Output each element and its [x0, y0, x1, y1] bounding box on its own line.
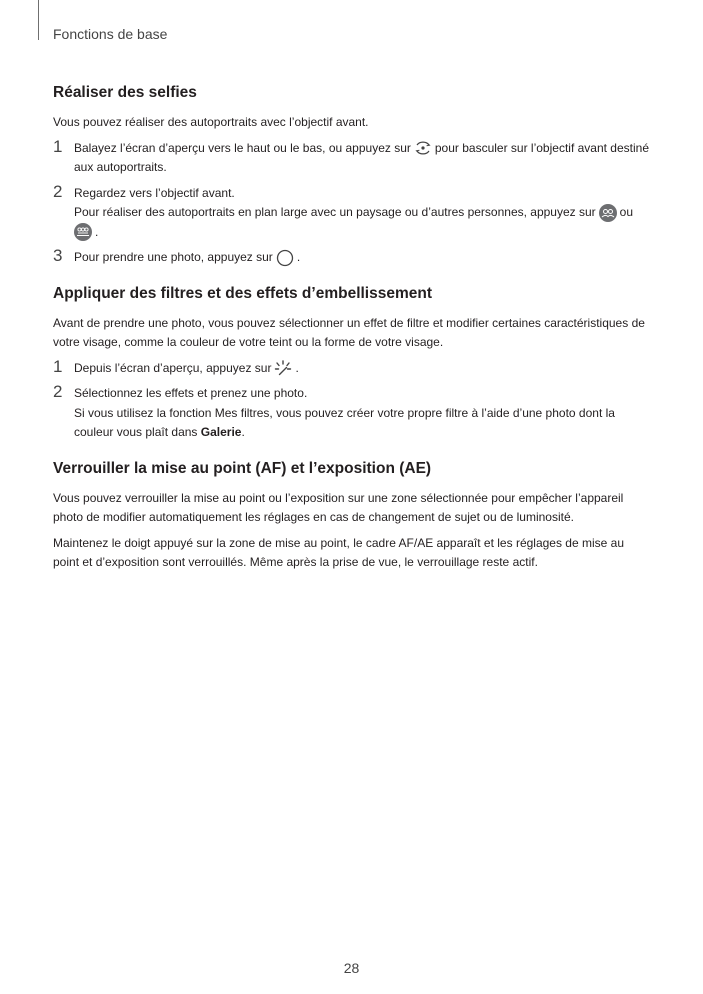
section-af-ae-lock [53, 460, 653, 573]
section-title: Verrouiller la mise au point (AF) et l’exposition (AE) [53, 459, 432, 477]
step-item [53, 181, 653, 243]
step-text [74, 139, 653, 178]
group-selfie-icon [599, 204, 617, 222]
shutter-icon [276, 249, 294, 267]
page-content [53, 84, 653, 590]
header-title: Fonctions de base [53, 26, 168, 42]
step-item [53, 136, 653, 178]
page-number: 28 [343, 960, 360, 976]
step-text-part: . [296, 250, 301, 264]
step-number: 1 [53, 136, 63, 156]
step-number: 2 [53, 181, 63, 201]
step-text: Sélectionnez les effets et prenez une photo. [74, 386, 308, 400]
step-text-part: . [295, 360, 299, 375]
wide-group-selfie-icon [74, 223, 92, 241]
section-title: Appliquer des filtres et des effets d’embellissement [53, 284, 433, 302]
step-text-part: Si vous utilisez la fonction Mes filtres, vous pouvez créer votre propre filtre à l’aide d’une photo dont la couleur vous plaît dans [74, 405, 615, 439]
step-text-part: Pour réaliser des autoportraits en plan large avec un paysage ou d’autres personnes, appuyez sur [74, 205, 596, 219]
step-text [74, 248, 653, 268]
section-filters [53, 285, 653, 443]
step-number: 2 [53, 382, 63, 401]
section-intro: Vous pouvez réaliser des autoportraits avec l’objectif avant. [53, 115, 369, 129]
step-text [74, 203, 653, 223]
step-text-part: pour basculer sur l’objectif avant destiné aux autoportraits. [74, 140, 649, 174]
step-item [53, 248, 653, 268]
gallery-app-name: Galerie [200, 425, 242, 439]
step-text-part: Pour prendre une photo, appuyez sur [74, 250, 273, 264]
step-text: Regardez vers l’objectif avant. [74, 185, 235, 200]
step-text-part: ou [619, 205, 634, 219]
switch-camera-icon [414, 140, 432, 156]
step-text [74, 223, 653, 243]
paragraph: Maintenez le doigt appuyé sur la zone de mise au point, le cadre AF/AE apparaît et les réglages de mise au point et d’exposition sont verrouillés. Même après la prise de vue, le verrouillage reste actif. [53, 535, 625, 569]
step-number: 1 [53, 356, 63, 376]
section-selfies [53, 84, 653, 268]
effects-sparkle-icon [274, 360, 292, 376]
section-title: Réaliser des selfies [53, 84, 197, 101]
step-text-part: . [241, 425, 245, 439]
header-rule [38, 0, 39, 40]
step-text-part: Balayez l’écran d’aperçu vers le haut ou le bas, ou appuyez sur [74, 140, 411, 155]
section-intro: Avant de prendre une photo, vous pouvez sélectionner un effet de filtre et modifier certaines caractéristiques de votre visage, comme la couleur de votre teint ou la forme de votre visage. [53, 315, 645, 349]
step-text-part: . [95, 224, 99, 239]
step-text-part: Depuis l’écran d’aperçu, appuyez sur [74, 360, 272, 375]
step-item [53, 384, 653, 443]
step-text [74, 359, 653, 379]
step-item [53, 356, 653, 379]
step-text [74, 404, 653, 443]
step-number: 3 [53, 246, 63, 265]
paragraph: Vous pouvez verrouiller la mise au point ou l’exposition sur une zone sélectionnée pour empêcher l’appareil photo de modifier automatiquement les réglages en cas de changement de sujet ou de luminosité. [53, 490, 624, 524]
